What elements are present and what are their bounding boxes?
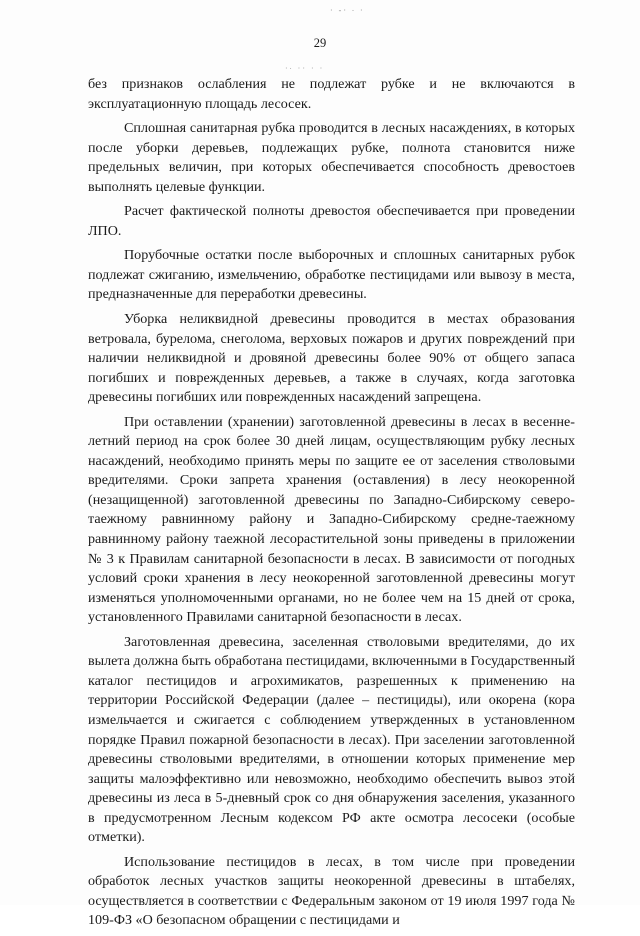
paragraph: без признаков ослабления не подлежат рубке и не включаются в эксплуатационную площадь лесосек. [88, 76, 575, 112]
paragraph: Расчет фактической полноты древостоя обеспечивается при проведении ЛПО. [88, 203, 575, 239]
paragraph: Сплошная санитарная рубка проводится в лесных насаждениях, в которых после уборки деревьев, подлежащих рубке, полнота становится ниже предельных величин, при которых обеспечивается способность древостоев выполнять целевые функции. [88, 120, 575, 195]
document-body [88, 75, 575, 936]
page-number: 29 [313, 36, 327, 50]
scan-artifact-top: · -· ∙ · [330, 6, 365, 15]
paragraph: Заготовленная древесина, заселенная стволовыми вредителями, до их вылета должна быть обработана пестицидами, включенными в Государственный каталог пестицидов и агрохимикатов, разрешенных к применению на территории Российской Федерации (далее – пестициды), или окорена (кора измельчается и сжигается с соблюдением утвержденных в установленном порядке Правил пожарной безопасности в лесах). При заселении заготовленной древесины стволовыми вредителями, в отношении которых применение мер защиты малоэффективно или невозможно, необходимо обеспечить вывоз этой древесины из леса в 5-дневный срок со дня обнаружения заселения, указанного в предусмотренном Лесным кодексом РФ акте осмотра лесосеки (особые отметки). [88, 633, 575, 846]
paragraph: Уборка неликвидной древесины проводится в местах образования ветровала, бурелома, снеголома, верховых пожаров и других повреждений при наличии неликвидной и дровяной древесины более 90% от общего запаса погибших и поврежденных деревьев, а также в случаях, когда заготовка древесины погибших или поврежденных насаждений запрещена. [88, 311, 575, 406]
paragraph: Использование пестицидов в лесах, в том числе при проведении обработок лесных участков защиты неокоренной древесины в штабелях, осуществляется в соответствии с Федеральным законом от 19 июля 1997 года № 109-ФЗ «О безопасном обращении с пестицидами и [88, 853, 575, 929]
scan-artifact-middle: ·∙ ·· · · [285, 64, 325, 73]
paragraph: Порубочные остатки после выборочных и сплошных санитарных рубок подлежат сжиганию, измельчению, обработке пестицидами или вывозу в места, предназначенные для переработки древесины. [88, 247, 575, 303]
paragraph: При оставлении (хранении) заготовленной древесины в лесах в весенне-летний период на срок более 30 дней лицам, осуществляющим рубку лесных насаждений, необходимо принять меры по защите ее от заселения стволовыми вредителями. Сроки запрета хранения (оставления) в лесу неокоренной (незащищенной) заготовленной древесины по Западно-Сибирскому северо-таежному равнинному району и Западно-Сибирскому средне-таежному равнинному району таежной лесорастительной зоны приведены в приложении № 3 к Правилам санитарной безопасности в лесах. В зависимости от погодных условий сроки хранения в лесу неокоренной заготовленной древесины могут изменяться уполномоченными органами, но не более чем на 15 дней от срока, установленного Правилами санитарной безопасности в лесах. [88, 413, 575, 626]
